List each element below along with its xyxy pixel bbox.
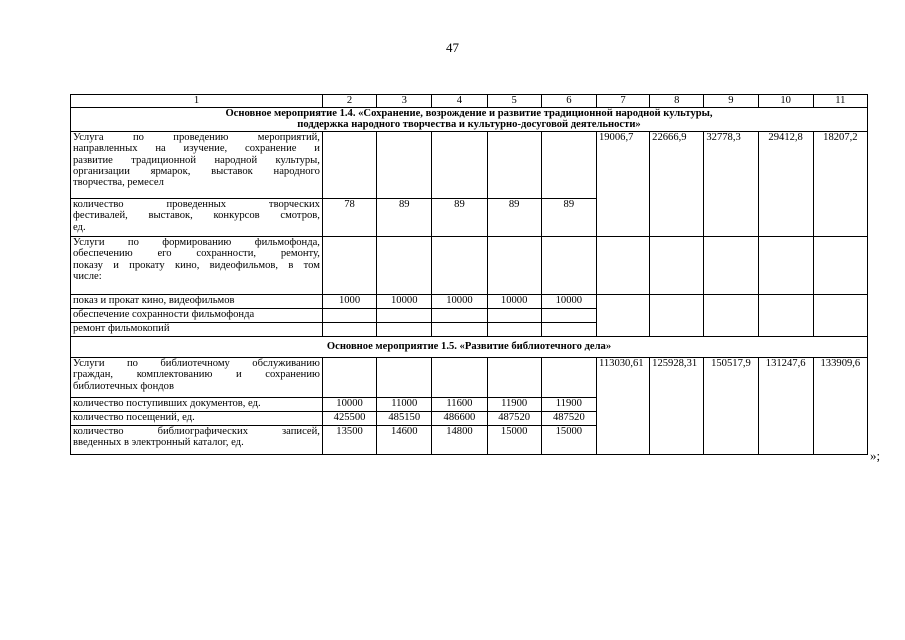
text-line: развитие традиционной народной культуры, xyxy=(73,154,320,166)
value-cell: 487520 xyxy=(487,411,541,425)
amount-cell: 29412,8 xyxy=(758,131,813,236)
empty-cell xyxy=(541,322,596,336)
text-line: Услуга по проведению мероприятий, xyxy=(73,131,320,143)
empty-cell xyxy=(322,131,376,198)
text-line: количество библиографических записей, xyxy=(73,425,320,437)
value-cell: 13500 xyxy=(322,425,376,454)
value-cell: 10000 xyxy=(487,294,541,308)
empty-cell xyxy=(596,294,649,336)
section-1-5-title: Основное мероприятие 1.5. «Развитие библиотечного дела» xyxy=(71,336,868,357)
empty-cell xyxy=(432,357,487,397)
value-cell: 487520 xyxy=(541,411,596,425)
header-cell: 8 xyxy=(650,95,704,108)
text-line: граждан, комплектованию и сохранению xyxy=(73,369,320,381)
value-cell: 1000 xyxy=(322,294,376,308)
text-line: Услуги по библиотечному обслуживанию xyxy=(73,357,320,369)
section-title-line: Основное мероприятие 1.4. «Сохранение, возрождение и развитие традиционной народной культуры, xyxy=(225,108,713,119)
empty-cell xyxy=(541,357,596,397)
value-cell: 78 xyxy=(322,198,376,236)
indicator-description xyxy=(71,198,323,236)
indicator-description: количество поступивших документов, ед. xyxy=(71,397,323,411)
value-cell: 89 xyxy=(432,198,487,236)
section-title-row xyxy=(71,336,868,357)
empty-cell xyxy=(487,357,541,397)
value-cell: 15000 xyxy=(487,425,541,454)
empty-cell xyxy=(322,308,376,322)
empty-cell xyxy=(432,308,487,322)
header-cell: 9 xyxy=(704,95,758,108)
empty-cell xyxy=(758,294,813,336)
header-cell: 11 xyxy=(813,95,867,108)
value-cell: 11600 xyxy=(432,397,487,411)
value-cell: 89 xyxy=(487,198,541,236)
amount-cell: 32778,3 xyxy=(704,131,758,236)
empty-cell xyxy=(377,236,432,294)
header-cell: 3 xyxy=(377,95,432,108)
amount-cell: 150517,9 xyxy=(704,357,758,454)
empty-cell xyxy=(487,308,541,322)
amount-cell: 19006,7 xyxy=(596,131,649,236)
page-number: 47 xyxy=(446,40,459,55)
value-cell: 10000 xyxy=(432,294,487,308)
indicator-description: обеспечение сохранности фильмофонда xyxy=(71,308,323,322)
program-table xyxy=(70,94,868,455)
text-line: обеспечению его сохранности, ремонту, xyxy=(73,248,320,260)
header-cell: 4 xyxy=(432,95,487,108)
section-title-line: поддержка народного творчества и культурно-досуговой деятельности» xyxy=(297,119,641,131)
service-description xyxy=(71,357,323,397)
text-line: количество проведенных творческих xyxy=(73,198,320,210)
header-cell: 1 xyxy=(71,95,323,108)
empty-cell xyxy=(487,236,541,294)
value-cell: 11000 xyxy=(377,397,432,411)
service-row xyxy=(71,236,868,294)
header-cell: 6 xyxy=(541,95,596,108)
text-line: организации ярмарок, выставок народного xyxy=(73,166,320,178)
empty-cell xyxy=(377,322,432,336)
empty-cell xyxy=(758,236,813,294)
value-cell: 89 xyxy=(377,198,432,236)
amount-cell: 22666,9 xyxy=(650,131,704,236)
text-line: числе: xyxy=(73,271,102,283)
text-line: библиотечных фондов xyxy=(73,380,174,392)
header-cell: 2 xyxy=(322,95,376,108)
service-row xyxy=(71,131,868,198)
value-cell: 485150 xyxy=(377,411,432,425)
indicator-description xyxy=(71,425,323,454)
header-row xyxy=(71,95,868,108)
text-line: фестивалей, выставок, конкурсов смотров, xyxy=(73,210,320,222)
value-cell: 11900 xyxy=(487,397,541,411)
text-line: направленных на изучение, сохранение и xyxy=(73,143,320,155)
empty-cell xyxy=(377,308,432,322)
text-line: введенных в электронный каталог, ед. xyxy=(73,437,244,449)
amount-cell: 133909,6 xyxy=(813,357,867,454)
value-cell: 10000 xyxy=(541,294,596,308)
section-1-4-title xyxy=(71,108,868,132)
amount-cell: 113030,61 xyxy=(596,357,649,454)
indicator-row xyxy=(71,294,868,308)
value-cell: 15000 xyxy=(541,425,596,454)
value-cell: 11900 xyxy=(541,397,596,411)
service-row xyxy=(71,357,868,397)
empty-cell xyxy=(704,236,758,294)
section-title-row xyxy=(71,108,868,132)
empty-cell xyxy=(432,236,487,294)
value-cell: 14600 xyxy=(377,425,432,454)
empty-cell xyxy=(377,131,432,198)
empty-cell xyxy=(322,357,376,397)
empty-cell xyxy=(813,294,867,336)
value-cell: 89 xyxy=(541,198,596,236)
empty-cell xyxy=(596,236,649,294)
empty-cell xyxy=(322,322,376,336)
service-description xyxy=(71,236,323,294)
header-cell: 5 xyxy=(487,95,541,108)
header-cell: 10 xyxy=(758,95,813,108)
empty-cell xyxy=(541,131,596,198)
value-cell: 425500 xyxy=(322,411,376,425)
value-cell: 10000 xyxy=(322,397,376,411)
indicator-description: показ и прокат кино, видеофильмов xyxy=(71,294,323,308)
closing-quote-mark: »; xyxy=(870,448,881,463)
empty-cell xyxy=(813,236,867,294)
service-description xyxy=(71,131,323,198)
amount-cell: 131247,6 xyxy=(758,357,813,454)
text-line: ед. xyxy=(73,221,86,233)
indicator-description: ремонт фильмокопий xyxy=(71,322,323,336)
text-line: показу и прокату кино, видеофильмов, в том xyxy=(73,259,320,271)
empty-cell xyxy=(541,236,596,294)
empty-cell xyxy=(650,294,704,336)
header-cell: 7 xyxy=(596,95,649,108)
text-line: Услуги по формированию фильмофонда, xyxy=(73,236,320,248)
empty-cell xyxy=(377,357,432,397)
amount-cell: 125928,31 xyxy=(650,357,704,454)
value-cell: 10000 xyxy=(377,294,432,308)
indicator-description: количество посещений, ед. xyxy=(71,411,323,425)
empty-cell xyxy=(704,294,758,336)
empty-cell xyxy=(432,131,487,198)
amount-cell: 18207,2 xyxy=(813,131,867,236)
empty-cell xyxy=(650,236,704,294)
value-cell: 14800 xyxy=(432,425,487,454)
value-cell: 486600 xyxy=(432,411,487,425)
empty-cell xyxy=(432,322,487,336)
text-line: творчества, ремесел xyxy=(73,177,164,189)
empty-cell xyxy=(541,308,596,322)
empty-cell xyxy=(487,131,541,198)
empty-cell xyxy=(487,322,541,336)
empty-cell xyxy=(322,236,376,294)
